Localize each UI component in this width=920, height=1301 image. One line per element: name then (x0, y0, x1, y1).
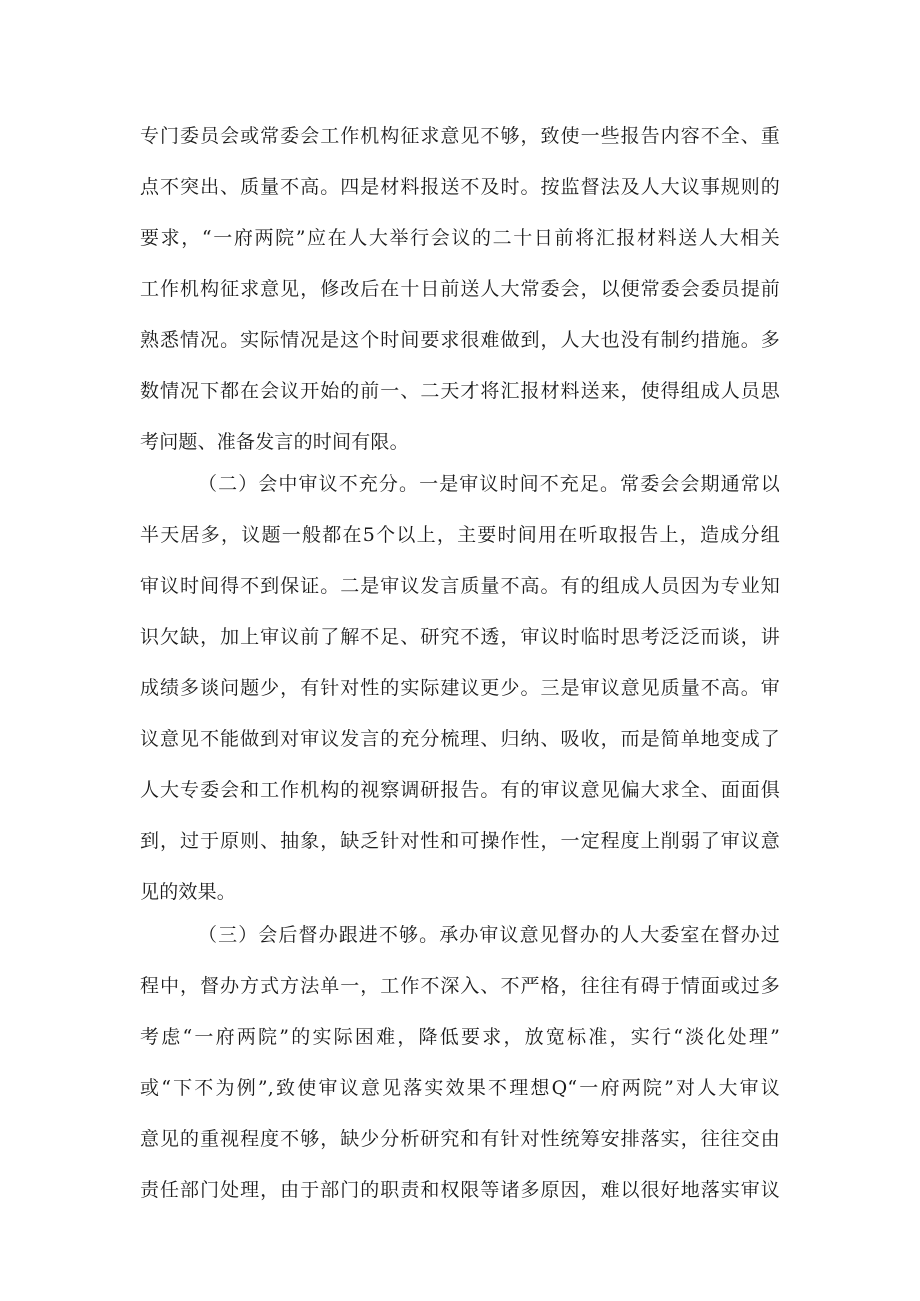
paragraph-1 (140, 111, 780, 468)
paragraph-line: 人大专委会和工作机构的视察调研报告。有的审议意见偏大求全、面面俱 (140, 779, 780, 801)
paragraph-line: 见的效果。 (140, 881, 237, 903)
paragraph-line: 工作机构征求意见，修改后在十日前送人大常委会，以便常委会委员提前 (140, 278, 780, 300)
paragraph-line: 熟悉情况。实际情况是这个时间要求很难做到，人大也没有制约措施。多 (140, 329, 780, 351)
paragraph-line: 识欠缺，加上审议前了解不足、研究不透，审议时临时思考泛泛而谈，讲 (140, 626, 780, 648)
paragraph-line: 责任部门处理，由于部门的职责和权限等诸多原因，难以很好地落实审议 (140, 1179, 780, 1201)
paragraph-line: 审议时间得不到保证。二是审议发言质量不高。有的组成人员因为专业知 (140, 575, 780, 597)
paragraph-line: 专门委员会或常委会工作机构征求意见不够，致使一些报告内容不全、重 (140, 125, 780, 147)
paragraph-3 (140, 910, 780, 1216)
paragraph-line: 或“下不为例”,致使审议意见落实效果不理想Q“一府两院”对人大审议 (140, 1077, 780, 1099)
paragraph-first-line: （三）会后督办跟进不够。承办审议意见督办的人大委室在督办过 (198, 924, 780, 946)
paragraph-line: 考虑“一府两院”的实际困难，降低要求，放宽标准，实行“淡化处理” (140, 1026, 780, 1048)
paragraph-line: 半天居多，议题一般都在5个以上，主要时间用在听取报告上，造成分组 (140, 524, 780, 546)
paragraph-line: 意见的重视程度不够，缺少分析研究和有针对性统筹安排落实，往往交由 (140, 1128, 780, 1150)
paragraph-line: 议意见不能做到对审议发言的充分梳理、归纳、吸收，而是简单地变成了 (140, 728, 780, 750)
paragraph-line: 要求，“一府两院”应在人大举行会议的二十日前将汇报材料送人大相关 (140, 227, 780, 249)
paragraph-line: 点不突出、质量不高。四是材料报送不及时。按监督法及人大议事规则的 (140, 176, 780, 198)
paragraph-first-line: （二）会中审议不充分。一是审议时间不充足。常委会会期通常以 (198, 473, 780, 495)
paragraph-2 (140, 459, 780, 918)
paragraph-line: 数情况下都在会议开始的前一、二天才将汇报材料送来，使得组成人员思 (140, 380, 780, 402)
paragraph-line: 成绩多谈问题少，有针对性的实际建议更少。三是审议意见质量不高。审 (140, 677, 780, 699)
paragraph-line: 程中，督办方式方法单一，工作不深入、不严格，往往有碍于情面或过多 (140, 975, 780, 997)
paragraph-line: 考问题、准备发言的时间有限。 (140, 431, 409, 453)
paragraph-line: 到，过于原则、抽象，缺乏针对性和可操作性，一定程度上削弱了审议意 (140, 830, 780, 852)
